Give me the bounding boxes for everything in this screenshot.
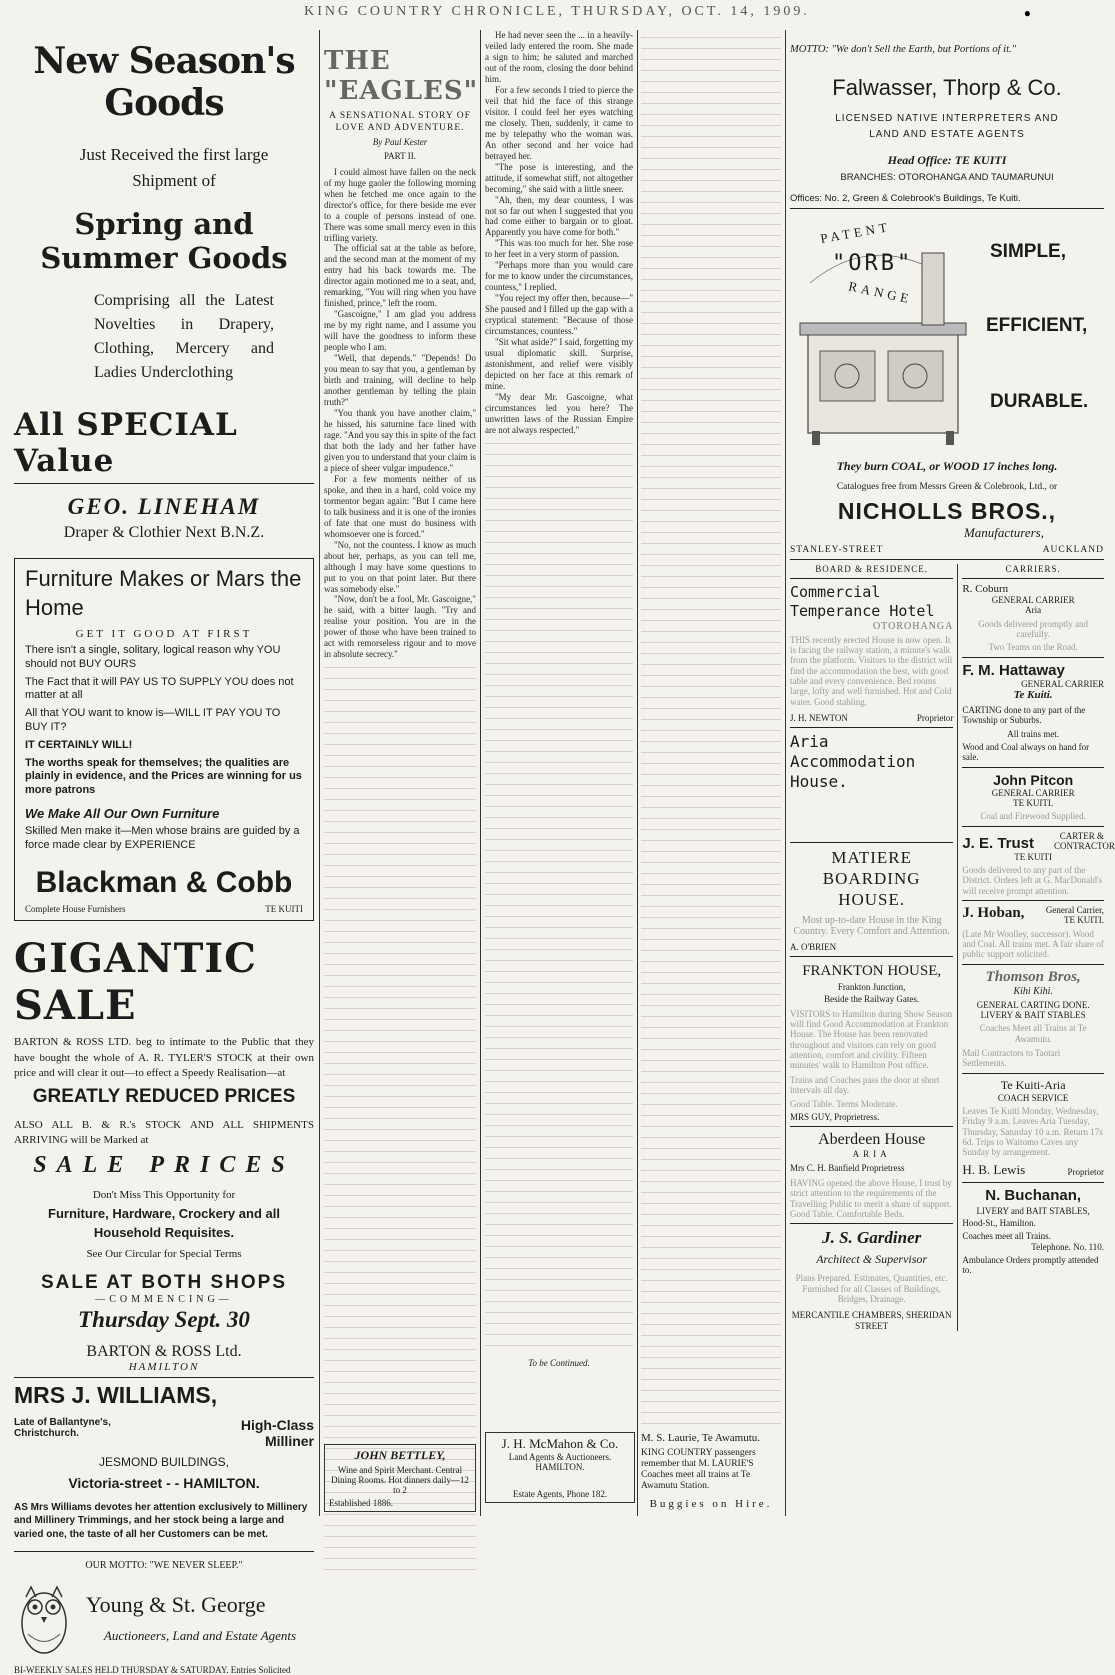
buggies-on-hire: Buggies on Hire. xyxy=(649,1497,773,1510)
sale-both-shops: SALE AT BOTH SHOPS xyxy=(40,1271,288,1293)
falwasser-licensed: LICENSED NATIVE INTERPRETERS AND LAND AND ESTATE AGENTS xyxy=(835,113,1059,140)
bettley-name: JOHN BETTLEY, xyxy=(354,1447,446,1462)
gardiner-name: J. S. Gardiner xyxy=(822,1228,922,1248)
frankton-house: FRANKTON HOUSE, xyxy=(802,963,942,979)
story-paragraph: "Sit what aside?" I said, forgetting my usual diplomatic skill. Surprise, astonishment, and relief were visibly depicted on her face at this remark of mine. xyxy=(485,337,633,391)
hattaway-town: Te Kuiti. xyxy=(1013,689,1053,702)
biweekly-sales: BI-WEEKLY SALES HELD THURSDAY & SATURDAY. Entries Solicited xyxy=(14,1665,291,1675)
falwasser-branches: BRANCHES: OTOROHANGA AND TAUMARUNUI xyxy=(840,172,1054,183)
thomson-body: GENERAL CARTING DONE. LIVERY & BAIT STABLES xyxy=(976,999,1090,1020)
efficient-label: EFFICIENT, xyxy=(986,315,1088,336)
sale-prices-heading: SALE PRICES xyxy=(33,1152,295,1179)
matiere-body: Most up-to-date House in the King Country. Every Comfort and Attention. xyxy=(793,914,950,938)
story-continued-text xyxy=(485,436,633,1356)
greatly-reduced: GREATLY REDUCED PRICES xyxy=(32,1085,296,1107)
buchanan-name: N. Buchanan, xyxy=(985,1186,1082,1204)
furniture-hardware: Furniture, Hardware, Crockery and all Household Requisites. xyxy=(48,1206,280,1240)
simple-label: SIMPLE, xyxy=(990,241,1067,262)
hoban-name: J. Hoban, xyxy=(962,904,1025,921)
lineham-name: GEO. LINEHAM xyxy=(67,494,261,519)
coburn-name: R. Coburn xyxy=(962,583,1009,595)
falwasser-motto: MOTTO: "We don't Sell the Earth, but Portions of it." xyxy=(790,44,1017,55)
divider xyxy=(962,1073,1104,1074)
divider xyxy=(790,727,953,728)
board-residence-column xyxy=(790,564,958,1331)
gardiner-architect: Architect & Supervisor xyxy=(816,1252,928,1267)
otorohanga: OTOROHANGA xyxy=(872,620,954,632)
divider xyxy=(790,208,1104,209)
story-paragraph: The official sat at the table as before, and the second man at the moment of my entry had his back towards me. The director again motioned me to a seat, and, remarking, "You will ring when you have finished, prince," left the room. xyxy=(324,243,476,309)
thomson-name: Thomson Bros, xyxy=(985,968,1081,985)
young-st-george: Young & St. George xyxy=(86,1591,266,1617)
column-rule xyxy=(480,30,481,1516)
our-motto: OUR MOTTO: "WE NEVER SLEEP." xyxy=(85,1560,243,1572)
lewis-name: H. B. Lewis xyxy=(962,1161,1026,1177)
coach-service: COACH SERVICE xyxy=(997,1092,1069,1103)
divider xyxy=(962,1182,1104,1183)
all-special-heading: All SPECIAL Value xyxy=(14,407,238,479)
mcmahon-name: J. H. McMahon & Co. xyxy=(501,1436,619,1451)
hoban-body: (Late Mr Woolley, successor). Wood and Coal. All trains met. A fair share of public support solicited. xyxy=(962,928,1104,960)
aberdeen-house: Aberdeen House xyxy=(818,1131,926,1149)
buchanan-subtitle: LIVERY and BAIT STABLES, xyxy=(976,1205,1090,1216)
story-text xyxy=(485,30,633,436)
blackman-cobb-ad xyxy=(14,558,314,921)
coburn-aria: Aria xyxy=(1025,605,1042,616)
just-received-text: Just Received the first large Shipment of xyxy=(79,145,269,190)
tekuiti-aria: Te Kuiti-Aria xyxy=(1000,1077,1066,1092)
certainly-text: IT CERTAINLY WILL! xyxy=(25,738,133,751)
falwasser-offices: Offices: No. 2, Green & Colebrook's Buildings, Te Kuiti. xyxy=(790,193,1021,204)
get-it-good: GET IT GOOD AT FIRST xyxy=(75,628,253,641)
divider xyxy=(962,900,1104,901)
story-subtitle: A SENSATIONAL STORY OF LOVE AND ADVENTURE. xyxy=(329,111,471,134)
barton-intro: BARTON & ROSS LTD. beg to intimate to the Public that they have bought the whole of A. R. TYLER'S STOCK at their own price and will clear it out—to effect a Speedy Realisation—at xyxy=(14,1036,314,1080)
divider xyxy=(962,767,1104,768)
masthead-text: KING COUNTRY CHRONICLE, THURSDAY, OCT. 14, 1909. xyxy=(304,4,810,19)
column-rule xyxy=(319,30,320,1516)
story-paragraph: "You thank you have another claim," he hissed, his saturnine face lined with rage. "And you say this in spite of the fact that both the lady and her father have given you to understand that your claim is a piece of sheer vulgar impudence." xyxy=(324,408,476,473)
see-circular: See Our Circular for Special Terms xyxy=(86,1247,242,1260)
aria-accommodation: Aria Accommodation House. xyxy=(790,731,916,791)
coach-body: Leaves Te Kuiti Monday, Wednesday, Friday 9 a.m. Leaves Aria Tuesday, Thursday, Saturday 10 a.m. Return 17s 6d. Trips to Waitomo Caves any Sunday by arrangement. xyxy=(962,1106,1103,1158)
spring-summer-heading: Spring and Summer Goods xyxy=(40,207,288,275)
bettley-subtitle: Wine and Spirit Merchant. Central Dining Rooms. Hot dinners daily—12 to 2 xyxy=(331,1464,469,1496)
barton-town: HAMILTON xyxy=(128,1360,200,1373)
all-that-text: All that YOU want to know is—WILL IT PAY YOU TO BUY IT? xyxy=(25,707,281,733)
story-text xyxy=(324,167,476,661)
column-story-3 xyxy=(641,30,781,1426)
banfield: Mrs C. H. Banfield Proprietress xyxy=(790,1163,905,1174)
blackman-name: Blackman & Cobb xyxy=(35,866,293,900)
auckland: AUCKLAND xyxy=(1042,545,1104,555)
divider xyxy=(962,578,1104,579)
column-story-2 xyxy=(485,30,633,1516)
furniture-heading: Furniture Makes or Mars the Home xyxy=(25,566,302,620)
king-country-passengers: KING COUNTRY passengers remember that M. LAURIE'S Coaches meet all trains at Te Awamutu Station. xyxy=(641,1448,756,1491)
blackman-town: TE KUITI xyxy=(265,904,303,915)
the-fact-text: The Fact that it will PAY US TO SUPPLY YOU does not matter at all xyxy=(25,675,294,702)
we-make-heading: We Make All Our Own Furniture xyxy=(25,805,220,821)
burn-coal-wood: They burn COAL, or WOOD 17 inches long. xyxy=(836,459,1058,473)
board-heading: BOARD & RESIDENCE. xyxy=(815,564,929,574)
divider xyxy=(790,842,953,843)
two-teams: Two Teams on the Road. xyxy=(988,642,1078,653)
high-class-milliner: High-Class Milliner xyxy=(240,1416,314,1449)
owl-logo-icon xyxy=(14,1579,78,1659)
established: Established 1886. xyxy=(329,1497,393,1508)
hattaway-trains: All trains met. xyxy=(1007,728,1060,739)
catalogues-text: Catalogues free from Messrs Green & Colebrook, Ltd., or xyxy=(836,482,1058,492)
divider xyxy=(790,956,953,957)
masthead-dot: ● xyxy=(1023,6,1034,20)
hattaway-subtitle: GENERAL CARRIER xyxy=(1021,678,1104,689)
coburn-body: Goods delivered promptly and carefully. xyxy=(978,618,1089,640)
story-paragraph: "My dear Mr. Gascoigne, what circumstances led you here? The unwritten laws of the Russian Empire are not always respected." xyxy=(485,391,633,435)
nicholls-bros: NICHOLLS BROS., xyxy=(837,498,1057,524)
victoria-street: Victoria-street - - HAMILTON. xyxy=(68,1474,260,1491)
frankton-trains: Trains and Coaches pass the door at short intervals all day. xyxy=(790,1074,940,1096)
frankton-good-table: Good Table. Terms Moderate. xyxy=(790,1099,898,1110)
mcmahon-footer: Estate Agents, Phone 182. xyxy=(512,1488,608,1499)
aberdeen-body: HAVING opened the above House, I trust by strict attention to the requirements of the Travelling Public to merit a share of support. Good Table. Comfortable Beds. xyxy=(790,1177,952,1219)
divider xyxy=(962,964,1104,965)
divider xyxy=(962,657,1104,658)
story-paragraph: For a few moments neither of us spoke, and then in a hard, cold voice my tormentor began again: "But I came here to talk business and it is one of the ironies of fate that one must do business with whomsoever one is forced." xyxy=(324,473,476,539)
stanley-street: STANLEY-STREET xyxy=(790,545,884,555)
pitcon-coal: Coal and Firewood Supplied. xyxy=(980,811,1086,822)
story-paragraph: "This was too much for her. She rose to her feet in a very storm of passion. xyxy=(485,238,633,260)
mail-contractors: Mail Contractors to Taotari Settlements. xyxy=(962,1047,1061,1069)
column-rule xyxy=(785,30,786,1516)
divider xyxy=(790,559,1104,560)
aberdeen-aria: ARIA xyxy=(852,1149,891,1160)
comprising-text: Comprising all the Latest Novelties in Drapery, Clothing, Mercery and Ladies Underclothing xyxy=(94,292,274,381)
falwasser-name: Falwasser, Thorp & Co. xyxy=(832,75,1062,100)
new-season-heading: New Season's Goods xyxy=(33,40,295,124)
orb-range-ad xyxy=(790,213,1104,453)
buchanan-ambulance: Ambulance Orders promptly attended to. xyxy=(962,1255,1099,1276)
story-part: PART II. xyxy=(384,150,416,161)
story-paragraph: "Well, that depends." "Depends! Do you mean to say that you, a gentleman by birth and training, will decline to help another gentleman by telling the plain truth?" xyxy=(324,353,476,408)
also-all-text: ALSO ALL B. & R.'s STOCK AND ALL SHIPMENTS ARRIVING will be Marked at xyxy=(14,1118,314,1146)
gigantic-sale-heading: GIGANTIC SALE xyxy=(14,935,257,1030)
story-continued-text xyxy=(324,660,476,1570)
divider xyxy=(14,1377,314,1378)
column-story-1 xyxy=(324,30,479,1516)
frankton-visitors: VISITORS to Hamilton during Show Season will find Good Accommodation at Frankton House. The House has been renovated throughout and visitors can rely on good attention, comfort and civility. Fifteen minutes' walk to Hamilton Post office. xyxy=(790,1008,953,1071)
durable-label: DURABLE. xyxy=(990,391,1089,412)
orb-label: "ORB" xyxy=(832,251,914,276)
divider xyxy=(790,1223,953,1224)
commercial-hotel: Commercial Temperance Hotel xyxy=(790,583,935,620)
late-of: Late of Ballantyne's, Christchurch. xyxy=(14,1416,111,1439)
bettley-ad xyxy=(324,1444,476,1512)
gardiner-plans: Plans Prepared. Estimates, Quantities, etc. Furnished for all Classes of Buildings, Bridges, Drainage. xyxy=(795,1273,948,1304)
story-paragraph: For a few seconds I tried to pierce the veil that hid the face of this strange visitor. I could feel her eyes watching me closely. Then, suddenly, it came to me by telepathy who the woman was. An other second and her voice had betrayed her. xyxy=(485,84,633,161)
falwasser-head-office: Head Office: TE KUITI xyxy=(887,153,1007,167)
thomson-town: Kihi Kihi. xyxy=(1013,985,1053,997)
lewis-proprietor: Proprietor xyxy=(1067,1167,1104,1178)
obrien-name: A. O'BRIEN xyxy=(790,941,837,952)
patent-label: PATENT xyxy=(819,218,892,247)
hattaway-carting: CARTING done to any part of the Township or Suburbs. xyxy=(962,705,1086,726)
hattaway-name: F. M. Hattaway xyxy=(962,661,1065,679)
worths-text: The worths speak for themselves; the qualities are plainly in evidence, and the Prices are winning for us more patrons xyxy=(25,756,302,797)
buchanan-coaches: Coaches meet all Trains. xyxy=(962,1231,1051,1242)
thursday-date: Thursday Sept. 30 xyxy=(78,1306,250,1332)
buchanan-hood: Hood-St., Hamilton. xyxy=(962,1218,1036,1229)
story-paragraph: "You reject my offer then, because—" She paused and I filled up the gap with a cryptical statement: "Because of those circumstances, countess." xyxy=(485,293,633,337)
range-label: RANGE xyxy=(847,278,914,307)
blackman-tagline: Complete House Furnishers xyxy=(25,904,126,915)
as-mrs-williams: AS Mrs Williams devotes her attention exclusively to Millinery and Millinery Trimmings, and her stock being a large and varied one, the taste of all her Customers can be met. xyxy=(14,1501,308,1540)
commercial-body: THIS recently erected House is now open. It is facing the railway station, a minute's walk from the platform. Visitors to the district will find the accommodation the best, with good table and every convenience. Bed rooms large, lofty and well furnished. Hot and Cold water. Good stabling. xyxy=(790,634,953,707)
matiere-boarding-house: MATIERE BOARDING HOUSE. xyxy=(822,847,921,910)
trust-town: TE KUITI xyxy=(1014,851,1053,862)
mrs-williams-name: MRS J. WILLIAMS, xyxy=(14,1381,218,1408)
newton-proprietor: Proprietor xyxy=(916,712,954,723)
trust-subtitle: CARTER & CONTRACTOR xyxy=(1054,830,1115,852)
coburn-subtitle: GENERAL CARRIER xyxy=(991,595,1075,605)
there-isnt-text: There isn't a single, solitary, logical reason why YOU should not BUY OURS xyxy=(25,644,281,670)
mcmahon-ad xyxy=(485,1432,635,1503)
column-advertisements-left xyxy=(14,30,314,1675)
manufacturers: Manufacturers, xyxy=(963,525,1044,540)
divider xyxy=(14,483,314,484)
thomson-coaches: Coaches Meet all Trains at Te Awamutu. xyxy=(979,1023,1087,1044)
trust-body: Goods delivered to any part of the District. Orders left at G. MacDonald's will receive prompt attention. xyxy=(962,864,1103,896)
commencing: —COMMENCING— xyxy=(95,1293,233,1305)
pitcon-town: TE KUITI. xyxy=(1013,798,1054,809)
column-rule xyxy=(637,30,638,1516)
column-advertisements-right xyxy=(790,30,1115,1516)
story-paragraph: I could almost have fallen on the neck of my huge gaoler the following morning when he fetched me once again to the director's office, for there beside me ever to a couple of persons instead of one. There was some small mercy even in this trifling variety. xyxy=(324,166,476,243)
barton-ross-name: BARTON & ROSS Ltd. xyxy=(86,1342,242,1360)
to-be-continued: To be Continued. xyxy=(528,1357,590,1368)
auctioneers-text: Auctioneers, Land and Estate Agents xyxy=(103,1627,297,1643)
lineham-subtitle: Draper & Clothier Next B.N.Z. xyxy=(63,524,265,541)
divider xyxy=(962,826,1104,827)
pitcon-subtitle: GENERAL CARRIER xyxy=(991,787,1075,798)
jesmond-buildings: JESMOND BUILDINGS, xyxy=(98,1454,230,1469)
story-paragraph: He had never seen the ... in a heavily-veiled lady entered the room. She made a sign to him; he saluted and marched out of the room, closing the door behind him. xyxy=(485,30,633,84)
carriers-heading: CARRIERS. xyxy=(1005,564,1061,574)
story-paragraph: "Gascoigne," I am glad you address me by my right name, and I assume you will have the goodness to inform these people who I am. xyxy=(324,309,476,353)
story-paragraph: "The pose is interesting, and the attitude, if somewhat stiff, not altogether becoming," she said with a little sneer. xyxy=(485,161,633,194)
story-byline: By Paul Kester xyxy=(372,136,428,147)
story-paragraph: "No, not the countess. I know as much about her, perhaps, as you can tell me, although I may have some questions to put to you on that point later. But there was somebody else." xyxy=(324,539,476,594)
pitcon-name: John Pitcon xyxy=(993,771,1074,788)
gardiner-address: MERCANTILE CHAMBERS, SHERIDAN STREET xyxy=(791,1310,952,1331)
divider xyxy=(14,1551,314,1552)
story-paragraph: "Perhaps more than you would care for me to know under the circumstances, countess," I replied. xyxy=(485,260,633,293)
trust-name: J. E. Trust xyxy=(962,834,1035,852)
laurie-name: M. S. Laurie, Te Awamutu. xyxy=(641,1432,761,1444)
buchanan-telephone: Telephone. No. 110. xyxy=(1031,1241,1104,1252)
laurie-ad xyxy=(641,1432,781,1510)
hattaway-wood-coal: Wood and Coal always on hand for sale. xyxy=(962,742,1090,763)
frankton-beside: Beside the Railway Gates. xyxy=(824,994,920,1005)
mcmahon-subtitle: Land Agents & Auctioneers. HAMILTON. xyxy=(508,1452,612,1473)
skilled-text: Skilled Men make it—Men whose brains are guided by a force made clear by EXPERIENCE xyxy=(25,824,300,851)
frankton-junction: Frankton Junction, xyxy=(837,982,906,992)
mrs-guy: MRS GUY, Proprietress. xyxy=(790,1111,880,1122)
newton-name: J. H. NEWTON xyxy=(790,712,848,723)
divider xyxy=(790,578,953,579)
story-paragraph: "Now, don't be a fool, Mr. Gascoigne," he said, with a bitter laugh. "Try and realise your position. You are in the power of those who have been trained to act with remorseless rigour and to move in absolute secrecy." xyxy=(324,594,476,660)
carriers-column xyxy=(958,564,1115,1331)
divider xyxy=(790,1126,953,1127)
dont-miss-text: Don't Miss This Opportunity for xyxy=(92,1189,236,1202)
masthead xyxy=(0,4,1114,30)
story-continued-text xyxy=(641,30,781,1430)
story-paragraph: "Ah, then, my dear countess, I was not so far out when I suggested that you had come either to bargain or to gloat. Apparently you have come for both." xyxy=(485,194,633,238)
story-title: THE "EAGLES" xyxy=(324,46,479,106)
hoban-subtitle: General Carrier, TE KUITI. xyxy=(1045,904,1104,926)
